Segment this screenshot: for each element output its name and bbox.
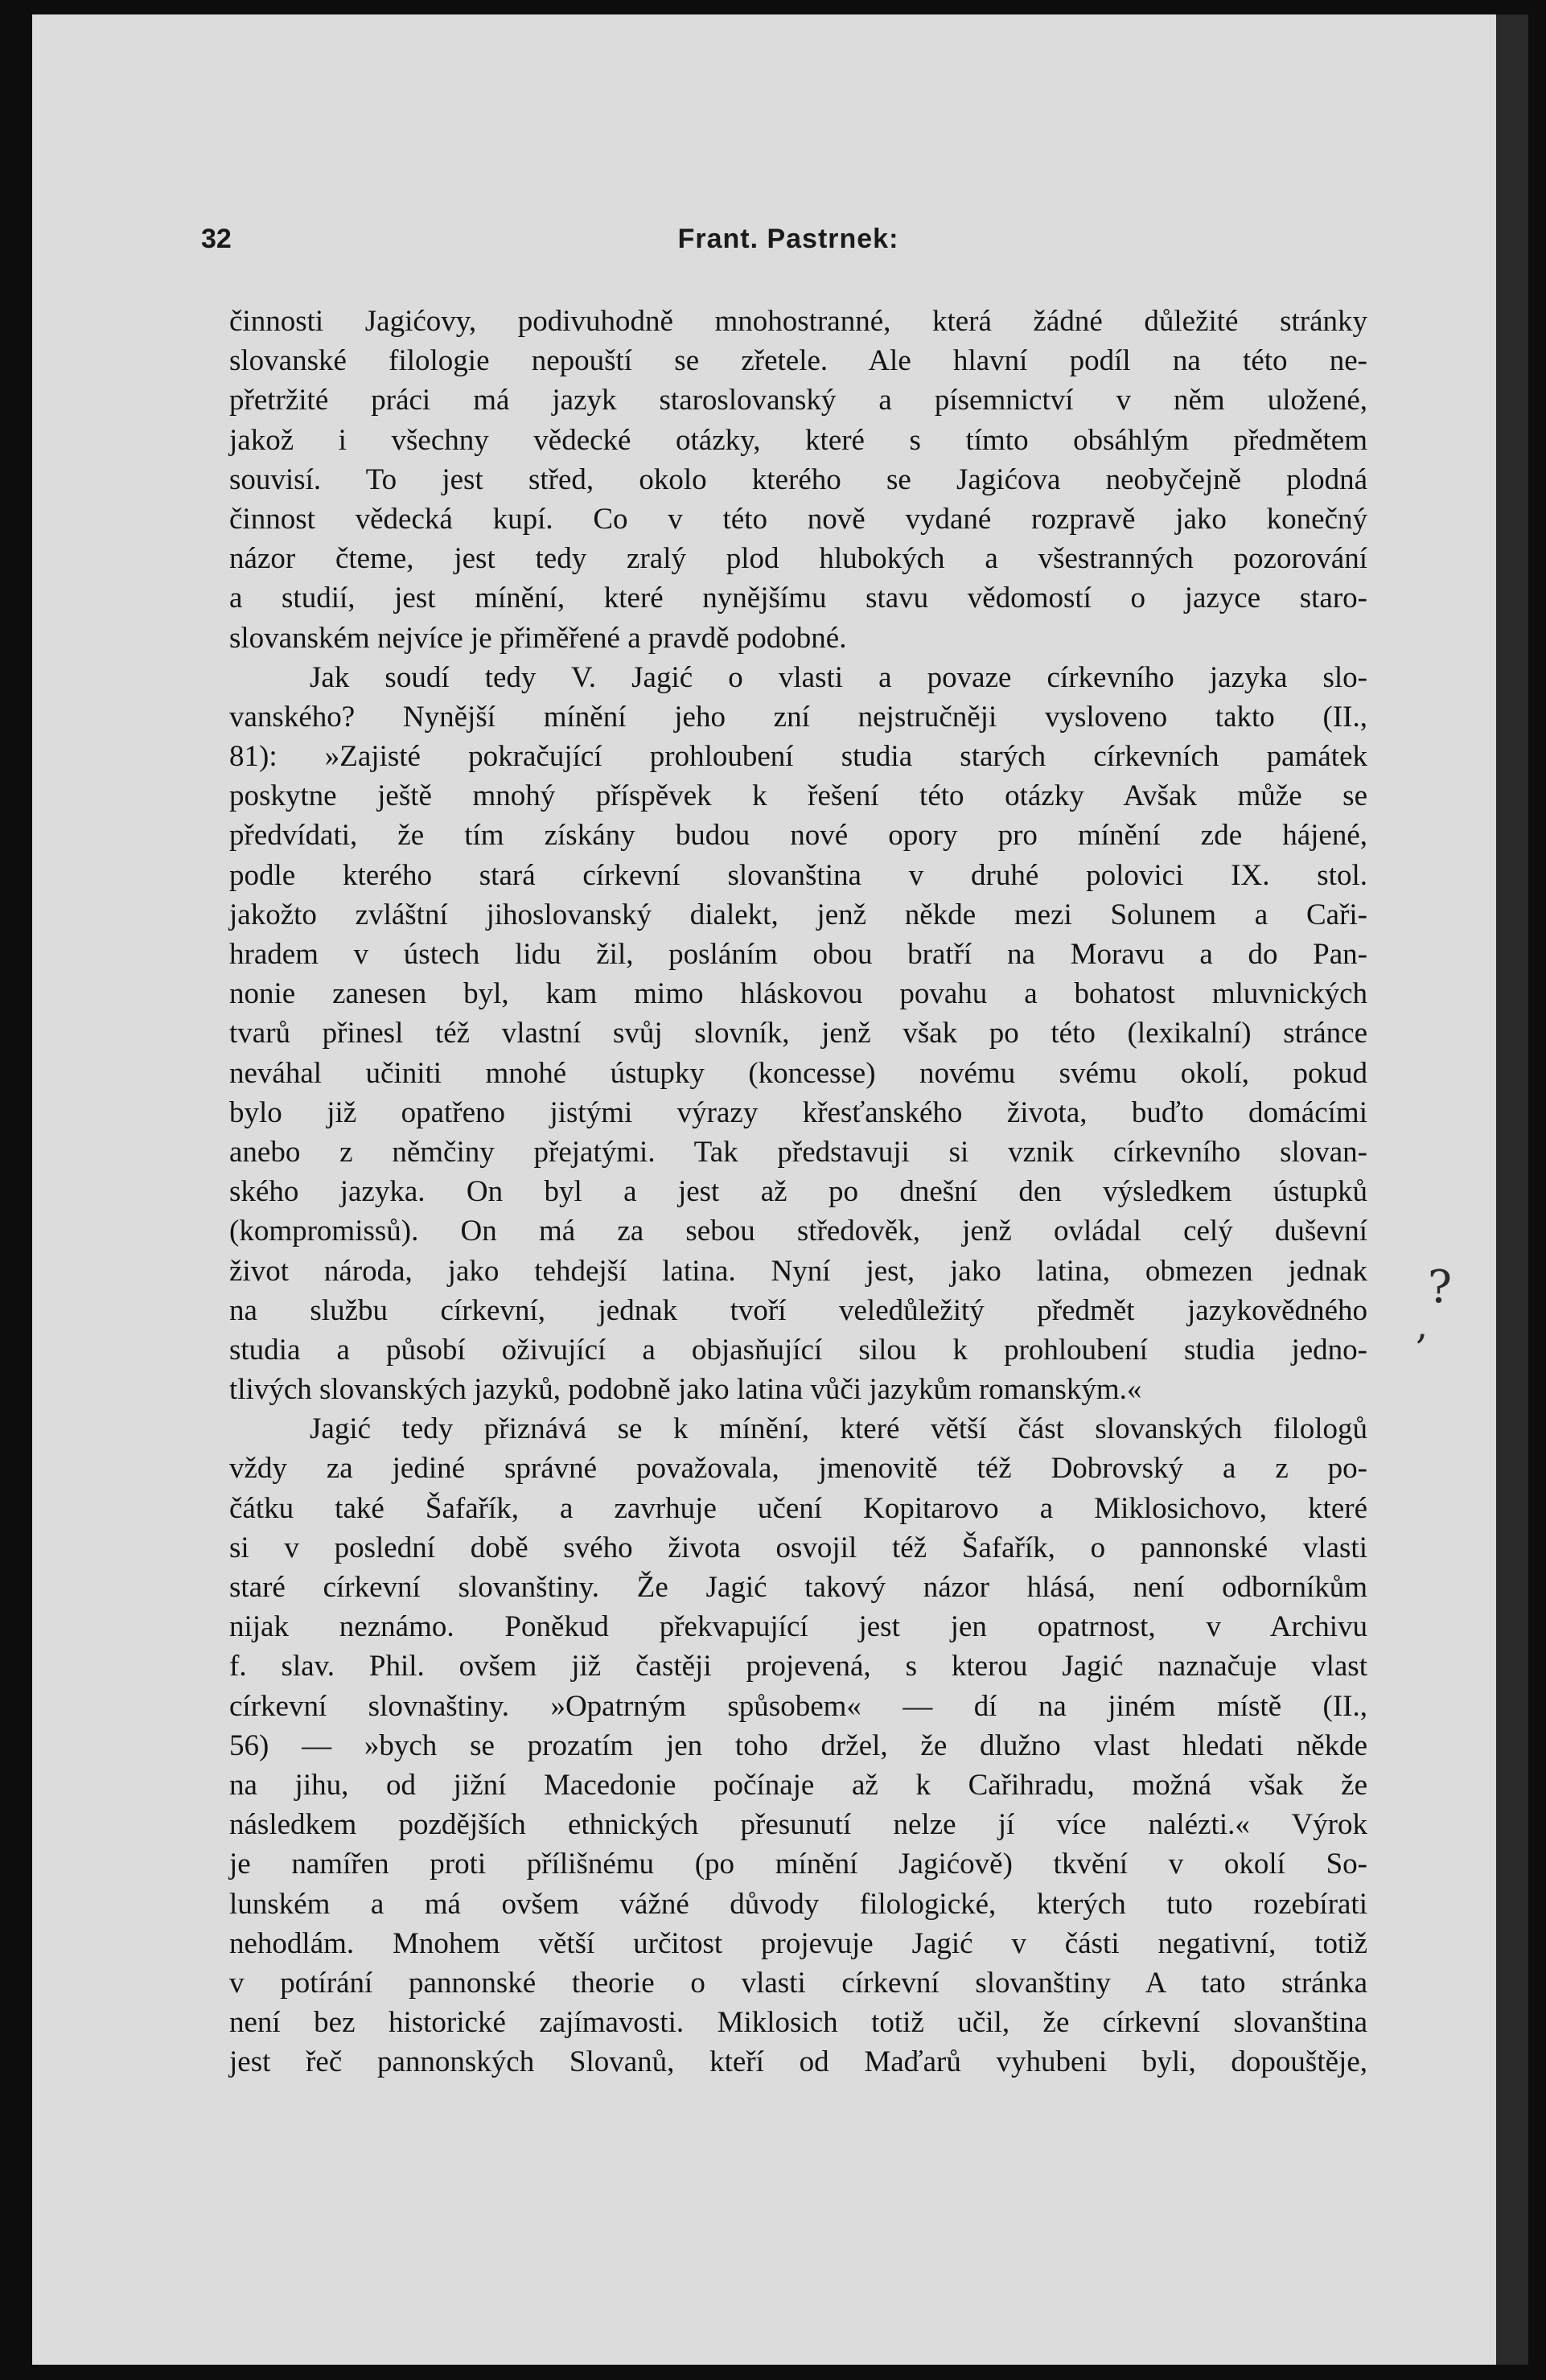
margin-question-mark: ? [1428,1261,1453,1313]
text-line: f. slav. Phil. ovšem již častěji projevená, s kterou Jagić naznačuje vlast [229,1650,1367,1683]
text-line: předvídati, že tím získány budou nové opory pro mínění zde hájené, [229,819,1367,853]
text-line: si v poslední době svého života osvojil též Šafařík, o pannonské vlasti [229,1531,1367,1564]
text-line: studia a působí oživující a objasňující silou k prohloubení studia jedno- [229,1333,1367,1367]
text-line: souvisí. To jest střed, okolo kterého se Jagićova neobyčejně plodná [229,462,1367,496]
text-line: tvarů přinesl též vlastní svůj slovník, jenž však po této (lexikalní) stránce [229,1017,1367,1050]
text-line: Jak soudí tedy V. Jagić o vlasti a povaze církevního jazyka slo- [310,660,1367,694]
text-line: a studií, jest mínění, které nynějšímu stavu vědomostí o jazyce staro- [229,582,1367,615]
text-line: lunském a má ovšem vážné důvody filologické, kterých tuto rozebírati [229,1887,1367,1921]
text-line: 81): »Zajisté pokračující prohloubení studia starých církevních památek [229,740,1367,774]
text-line: na službu církevní, jednak tvoří veledůležitý předmět jazykovědného [229,1293,1367,1327]
text-line: je namířen proti přílišnému (po mínění Jagićově) tkvění v okolí So- [229,1848,1367,1881]
text-line: jakož i všechny vědecké otázky, které s tímto obsáhlým předmětem [229,423,1367,457]
text-line: ského jazyka. On byl a jest až po dnešní den výsledkem ústupků [229,1175,1367,1209]
text-line: jakožto zvláštní jihoslovanský dialekt, jenž někde mezi Solunem a Caři- [229,898,1367,931]
text-line: čátku také Šafařík, a zavrhuje učení Kopitarovo a Miklosichovo, které [229,1491,1367,1525]
text-line: činnosti Jagićovy, podivuhodně mnohostranné, která žádné důležité stránky [229,305,1367,338]
text-line: podle kterého stará církevní slovanština v druhé polovici IX. stol. [229,858,1367,892]
text-line: přetržité práci má jazyk staroslovanský a písemnictví v něm uložené, [229,384,1367,417]
page-number: 32 [201,224,232,254]
text-line: nehodlám. Mnohem větší určitost projevuje Jagić v části negativní, totiž [229,1926,1367,1960]
running-title: Frant. Pastrnek: [677,224,899,254]
page-edge-shadow [1496,14,1528,2365]
text-line: vanského? Nynější mínění jeho zní nejstručněji vysloveno takto (II., [229,700,1367,734]
text-line: názor čteme, jest tedy zralý plod hlubokých a všestranných pozorování [229,542,1367,576]
text-line: jest řeč pannonských Slovanů, kteří od Maďarů vyhubeni byli, dopouštěje, [229,2045,1367,2079]
text-line: tlivých slovanských jazyků, podobně jako latina vůči jazykům romanským.« [229,1373,1142,1407]
text-line: církevní slovnaštiny. »Opatrným spůsobem« — dí na jiném místě (II., [229,1689,1367,1723]
text-line: vždy za jediné správné považovala, jmenovitě též Dobrovský a z po- [229,1452,1367,1486]
page-header [201,224,1375,264]
text-line: (kompromissů). On má za sebou středověk, jenž ovládal celý duševní [229,1215,1367,1248]
text-line: bylo již opatřeno jistými výrazy křesťanského života, buďto domácími [229,1095,1367,1129]
text-line: nonie zanesen byl, kam mimo hláskovou povahu a bohatost mluvnických [229,977,1367,1011]
text-line: neváhal učiniti mnohé ústupky (koncesse) novému svému okolí, pokud [229,1056,1367,1090]
text-line: není bez historické zajímavosti. Miklosich totiž učil, že církevní slovanština [229,2006,1367,2040]
text-line: v potírání pannonské theorie o vlasti církevní slovanštiny A tato stránka [229,1966,1367,2000]
text-line: na jihu, od jižní Macedonie počínaje až k Cařihradu, možná však že [229,1768,1367,1802]
text-line: život národa, jako tehdejší latina. Nyní jest, jako latina, obmezen jednak [229,1254,1367,1288]
text-line: Jagić tedy přiznává se k mínění, které větší část slovanských filologů [310,1412,1367,1446]
text-line: následkem pozdějších ethnických přesunutí nelze jí více nalézti.« Výrok [229,1808,1367,1842]
margin-comma-mark: , [1416,1303,1429,1348]
text-line: poskytne ještě mnohý příspěvek k řešení této otázky Avšak může se [229,779,1367,813]
text-line: slovanské filologie nepouští se zřetele. Ale hlavní podíl na této ne- [229,344,1367,378]
text-line: staré církevní slovanštiny. Že Jagić takový názor hlásá, není odborníkům [229,1571,1367,1604]
text-line: hradem v ústech lidu žil, posláním obou bratří na Moravu a do Pan- [229,938,1367,971]
text-line: slovanském nejvíce je přiměřené a pravdě podobné. [229,621,847,655]
text-line: nijak neznámo. Poněkud překvapující jest jen opatrnost, v Archivu [229,1610,1367,1644]
body-text [229,302,1367,2082]
text-line: činnost vědecká kupí. Co v této nově vydané rozpravě jako konečný [229,502,1367,536]
text-line: 56) — »bych se prozatím jen toho držel, že dlužno vlast hledati někde [229,1728,1367,1762]
text-line: anebo z němčiny přejatými. Tak představuji si vznik církevního slovan- [229,1135,1367,1169]
